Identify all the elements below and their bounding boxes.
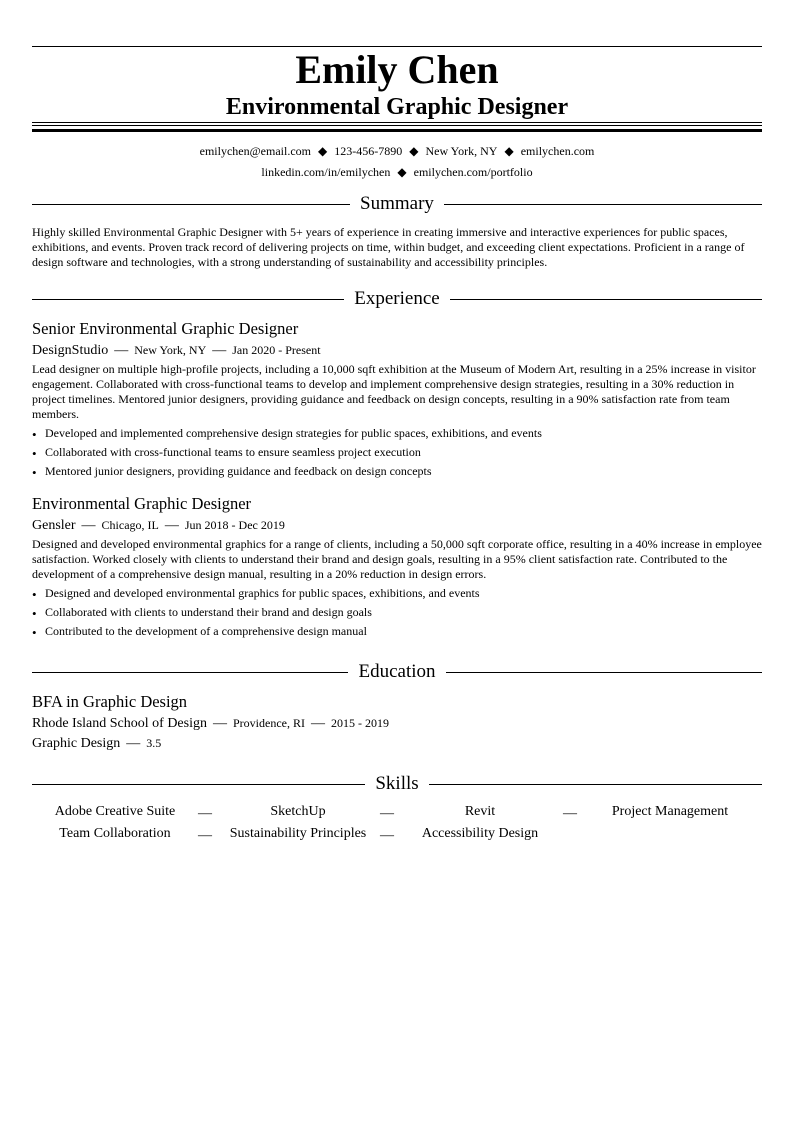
candidate-name: Emily Chen [295,47,499,92]
dash-separator: — [114,343,129,358]
dash-separator: — [81,518,96,533]
education-meta [32,714,389,733]
diamond-icon: ◆ [409,144,419,158]
skill-item: SketchUp [270,804,326,819]
list-item: • Designed and developed environmental graphics for public spaces, exhibitions, and events [32,584,762,603]
summary-text: Highly skilled Environmental Graphic Designer with 5+ years of experience in creating immersive and interactive experiences for public spaces, exhibitions, and events. Proven track record of delivering projects on time, within budget, and exceeding client expectations. Proficient in a range of design software and technologies, with a strong understanding of sustainability and accessibility principles. [32,225,745,269]
job-description: Designed and developed environmental graphics for a range of clients, including a 50,000 sqft corporate office, resulting in a 40% increase in employee satisfaction. Worked closely with clients to understand their brand and design goals, resulting in a 95% client satisfaction rate. Contributed to the development of a comprehensive design manual, resulting in a 20% reduction in design errors. [32,537,762,581]
skill-item: Project Management [611,804,729,819]
dash-separator: — [126,736,141,751]
job-company: Gensler [32,518,76,533]
job-bullets [32,424,762,481]
diamond-icon: ◆ [504,144,514,158]
skill-item: Team Collaboration [59,826,171,841]
diamond-icon: ◆ [397,165,407,179]
summary-heading: Summary [350,193,444,214]
skills-row [32,803,762,825]
contact-line-1 [32,143,762,159]
job-dates: Jan 2020 - Present [232,343,321,357]
job-meta [32,341,321,360]
dash-separator: — [380,806,394,821]
education-dates: 2015 - 2019 [330,716,389,730]
experience-section-heading [32,288,762,312]
job-title: Environmental Graphic Designer [32,494,252,513]
job-dates: Jun 2018 - Dec 2019 [184,518,285,532]
list-item: • Developed and implemented comprehensive design strategies for public spaces, exhibitions, and events [32,424,762,443]
contact-phone[interactable]: 123-456-7890 [334,144,403,158]
job-location: New York, NY [134,343,207,357]
dash-separator: — [198,806,212,821]
job-title: Senior Environmental Graphic Designer [32,319,299,338]
degree: BFA in Graphic Design [32,692,188,711]
skills-section-heading [32,773,762,797]
skill-item: Revit [464,804,496,819]
dash-separator: — [198,828,212,843]
header-rule-mid [32,125,762,126]
dash-separator: — [310,716,325,731]
contact-portfolio[interactable]: emilychen.com/portfolio [413,165,533,179]
list-item: • Mentored junior designers, providing guidance and feedback on design concepts [32,462,762,481]
job-company: DesignStudio [32,343,109,358]
major: Graphic Design [32,736,121,751]
list-item: • Contributed to the development of a comprehensive design manual [32,622,762,641]
dash-separator: — [164,518,179,533]
contact-location: New York, NY [425,144,498,158]
dash-separator: — [563,806,577,821]
skill-item: Accessibility Design [421,826,539,841]
job-meta [32,516,285,535]
diamond-icon: ◆ [318,144,328,158]
dash-separator: — [212,716,227,731]
skills-row [32,825,762,847]
education-heading: Education [348,661,445,682]
skill-item: Adobe Creative Suite [54,804,176,819]
skills-grid [32,803,762,847]
job-location: Chicago, IL [101,518,159,532]
dash-separator: — [212,343,227,358]
school-location: Providence, RI [232,716,305,730]
dash-separator: — [380,828,394,843]
skill-item: Sustainability Principles [229,826,367,841]
job-bullets [32,584,762,641]
contact-email[interactable]: emilychen@email.com [199,144,311,158]
contact-linkedin[interactable]: linkedin.com/in/emilychen [261,165,391,179]
major-meta [32,734,161,753]
header-rule-thin [32,122,762,123]
contact-line-2 [32,164,762,180]
education-section-heading [32,661,762,685]
contact-website[interactable]: emilychen.com [520,144,595,158]
school-name: Rhode Island School of Design [32,716,207,731]
list-item: • Collaborated with cross-functional teams to ensure seamless project execution [32,443,762,462]
skills-heading: Skills [365,773,428,794]
summary-section-heading [32,193,762,217]
gpa: 3.5 [146,736,162,750]
candidate-title: Environmental Graphic Designer [225,94,569,120]
experience-heading: Experience [344,288,449,309]
job-description: Lead designer on multiple high-profile projects, including a 10,000 sqft exhibition at the Museum of Modern Art, resulting in a 25% increase in visitor engagement. Collaborated with cross-functional teams to develop and implement comprehensive design strategies, resulting in a 30% reduction in project timelines. Mentored junior designers, providing guidance and feedback on design concepts, resulting in a 90% satisfaction rate from team members. [32,362,756,421]
list-item: • Collaborated with clients to understand their brand and design goals [32,603,762,622]
header-rule-thick [32,129,762,132]
